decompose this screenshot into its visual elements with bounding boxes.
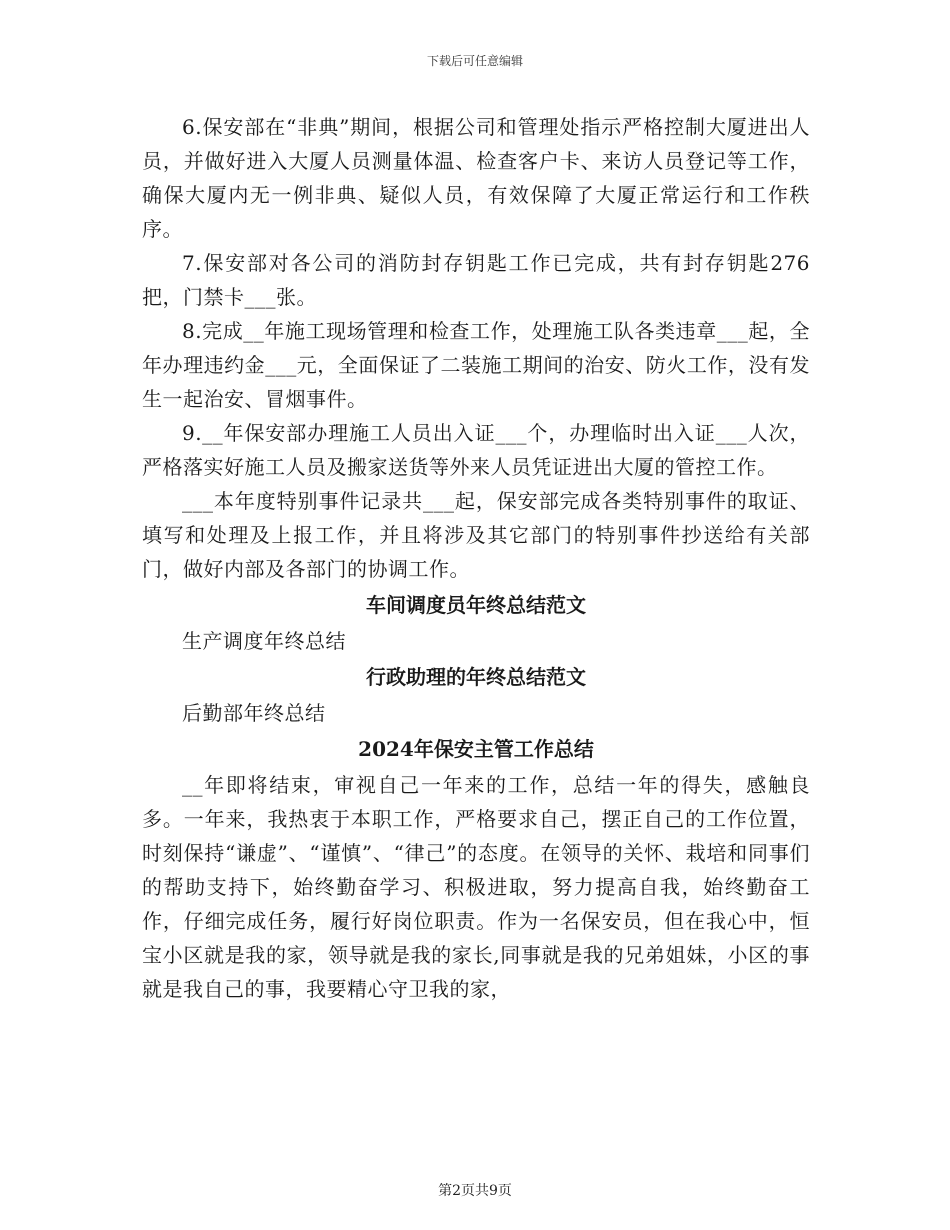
paragraph-item-8: 8.完成__年施工现场管理和检查工作，处理施工队各类违章___起，全年办理违约金___元，全面保证了二装施工期间的治安、防火工作，没有发生一起治安、冒烟事件。 — [142, 319, 810, 411]
paragraph-item-6: 6.保安部在“非典”期间，根据公司和管理处指示严格控制大厦进出人员，并做好进入大厦人员测量体温、检查客户卡、来访人员登记等工作，确保大厦内无一例非典、疑似人员，有效保障了大厦正常运行和工作秩序。 — [142, 115, 810, 241]
paragraph-special-events: ___本年度特别事件记录共___起，保安部完成各类特别事件的取证、填写和处理及上报工作，并且将涉及其它部门的特别事件抄送给有关部门，做好内部及各部门的协调工作。 — [142, 489, 810, 581]
section-heading-workshop: 车间调度员年终总结范文 — [366, 593, 586, 617]
page-number: 第2页共9页 — [438, 1183, 512, 1199]
paragraph-production-summary: 生产调度年终总结 — [182, 629, 346, 653]
paragraph-logistics-summary: 后勤部年终总结 — [182, 701, 326, 725]
page-header: 下载后可任意编辑 — [426, 54, 523, 68]
paragraph-security-summary: __年即将结束，审视自己一年来的工作，总结一年的得失，感触良多。一年来，我热衷于本职工作，严格要求自己，摆正自己的工作位置，时刻保持“谦虚”、“谨慎”、“律己”的态度。在领导的关怀、栽培和同事们的帮助支持下，始终勤奋学习、积极进取，努力提高自我，始终勤奋工作，仔细完成任务，履行好岗位职责。作为一名保安员，但在我心中，恒宝小区就是我的家，领导就是我的家长,同事就是我的兄弟姐妹，小区的事就是我自己的事，我要精心守卫我的家， — [142, 773, 810, 1001]
section-heading-admin: 行政助理的年终总结范文 — [366, 665, 586, 689]
paragraph-item-7: 7.保安部对各公司的消防封存钥匙工作已完成，共有封存钥匙276把，门禁卡___张。 — [142, 251, 810, 309]
document-body — [142, 110, 810, 1006]
section-heading-security-supervisor: 2024年保安主管工作总结 — [358, 737, 594, 761]
paragraph-item-9: 9.__年保安部办理施工人员出入证___个，办理临时出入证___人次，严格落实好施工人员及搬家送货等外来人员凭证进出大厦的管控工作。 — [142, 421, 810, 479]
